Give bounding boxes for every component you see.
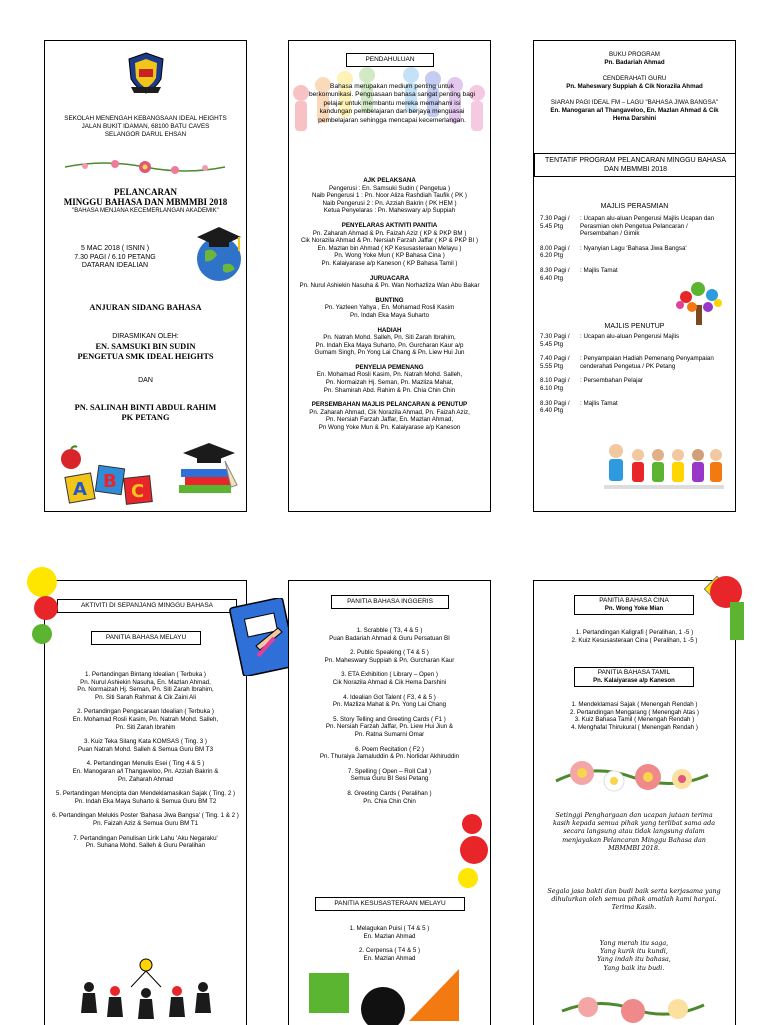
tamil-item: 1. Mendeklamasi Sajak ( Menengah Rendah ) — [571, 701, 698, 708]
penyelaras-line: Cik Norazila Ahmad & Pn. Nersiah Farzah Jaffar ( KP & PKP BI ) — [300, 237, 479, 245]
penyelaras-title: PENYELARAS AKTIVITI PANITIA — [341, 221, 438, 229]
ajk-title: AJK PELAKSANA — [363, 177, 416, 184]
activity-item: 6. Poem Recitation ( F2 ) Pn. Thuraiya Jamaluddin & Pn. Norlidar Akhiruddin — [319, 745, 460, 761]
activity-item: 6. Pertandingan Melukis Poster 'Bahasa Jiwa Bangsa' ( Ting. 1 & 2 ) Pn. Faizah Aziz & Semua Guru BM T1 — [52, 812, 239, 827]
tamil-panel — [574, 667, 694, 687]
tamil-item: 3. Kuiz Bahasa Tamil ( Menengah Rendah ) — [574, 716, 695, 724]
penyelaras-line: Pn. Zaharah Ahmad & Pn. Faizah Aziz ( KP & PKP BM ) — [312, 229, 467, 237]
chinese-coordinator: Pn. Wong Yoke Mian — [604, 606, 664, 612]
panel-bi-activities — [288, 580, 491, 1025]
tamil-item: 4. Menghafal Thirukural ( Menengah Rendah ) — [571, 723, 698, 731]
bm-subheader: PANITIA BAHASA MELAYU — [91, 631, 201, 645]
guest2-title: PK PETANG — [121, 413, 170, 422]
abc-blocks-icon — [57, 445, 157, 507]
event-title: MINGGU BAHASA DAN MBMMBI 2018 — [63, 197, 228, 207]
event-motto: "BAHASA MENJANA KECEMERLANGAN AKADEMIK" — [72, 208, 219, 214]
activity-item: 7. Pertandingan Penulisan Lirik Lahu 'Aku Negaraku' Pn. Suhana Mohd. Salleh & Guru Peralihan — [73, 834, 218, 850]
activity-item: 1. Scrabble ( T3, 4 & 5 ) Puan Badariah Ahmad & Guru Persatuan BI — [329, 627, 450, 642]
buku-title: BUKU PROGRAM — [609, 51, 660, 58]
schedule-row: 8.30 Pagi / 6.40 Ptg : Majlis Tamat — [540, 399, 618, 415]
pantun-line: Yang baik itu budi. — [603, 963, 665, 972]
pantun-line: Yang kurik itu kundi, — [600, 947, 668, 956]
penyelia-line: En. Mohamad Rosli Kasim, Pn. Natrah Mohd. Salleh, — [316, 371, 463, 379]
persembahan-title: PERSEMBAHAN MAJLIS PELANCARAN & PENUTUP — [311, 401, 468, 409]
activity-item: 2. Pertandingan Pengacaraan Idealian ( Terbuka ) En. Mohamad Rosli Kasim, Pn. Natrah Mohd. Salleh, Pn. Siti Zarah Ibrahim — [72, 708, 219, 731]
chinese-item: 1. Pertandingan Kaligrafi ( Peralihan, 1 -5 ) — [575, 629, 694, 636]
chinese-item: 2. Kuiz Kesusasteraan Cina ( Peralihan, 1 -5 ) — [571, 636, 698, 644]
activities-header: AKTIVITI DI SEPANJANG MINGGU BAHASA — [57, 599, 237, 613]
activity-item: 7. Spelling ( Open – Roll Call ) Semua Guru BI Sesi Petang — [347, 767, 432, 783]
buku-name: Pn. Badariah Ahmad — [604, 58, 665, 66]
penyelaras-line: Pn. Kalaiyarase a/p Kaneson ( KP Bahasa Tamil ) — [321, 259, 458, 267]
school-state: SELANGOR DARUL EHSAN — [104, 130, 187, 138]
ajk-line: Naib Pengerusi 1 : Pn. Noor Aliza Rashdiah Taufik ( PK ) — [312, 192, 467, 200]
intro-header: PENDAHULUAN — [346, 53, 434, 67]
activity-item: 3. ETA Exhibition ( Library – Open ) Cik Norazila Ahmad & Cik Hema Darshini — [332, 671, 447, 686]
guest1-name: EN. SAMSUKI BIN SUDIN — [95, 341, 196, 351]
panel-bm-activities — [44, 580, 247, 1025]
panel-other-languages — [533, 580, 736, 1025]
activity-item: 8. Greeting Cards ( Peralihan ) Pn. Chia Chin Chin — [347, 789, 432, 805]
activity-item: 3. Kuiz Teka Silang Kata KOMSAS ( Ting. 3 ) Puan Natrah Mohd. Salleh & Semua Guru BM T3 — [77, 738, 214, 753]
panel-cover — [44, 40, 247, 512]
juruacara-title: JURUACARA — [369, 274, 410, 282]
tamil-header: PANITIA BAHASA TAMIL — [597, 669, 671, 676]
schedule-row: 7.30 Pagi / 5.45 Ptg : Ucapan alu-aluan Pengerusi Majlis — [540, 333, 680, 348]
people-circle-icon — [71, 957, 221, 1021]
chinese-panel — [574, 595, 694, 615]
activity-item: 4. Idealian Got Talent ( F3, 4 & 5 ) Pn. Mazliza Mahat & Pn. Yong Lai Chang — [332, 693, 447, 709]
officiated-label: DIRASMIKAN OLEH: — [112, 333, 179, 340]
graduation-globe-icon — [187, 221, 247, 285]
siaran-title: SIARAN PAGI IDEAL FM – LAGU "BAHASA JIWA BANGSA" — [550, 99, 719, 107]
activity-item: 4. Pertandingan Menulis Esei ( Ting 4 & 5 ) En. Manogaran a/l Thangaveloo, Pn. Azziah Bakrin & Pn. Zaharah Ahmad — [72, 760, 219, 783]
cenderahati-names: Pn. Maheswary Suppiah & Cik Norazila Ahmad — [566, 82, 703, 90]
bunting-line: Pn. Yazleen Yahya , En. Mohamad Rosli Kasim — [324, 304, 455, 312]
penyelia-line: Pn. Shamirah Abd. Rahim & Pn. Chia Chin Chin — [323, 386, 456, 394]
hadiah-line: Gumam Singh, Pn Yong Lai Chang & Pn. Liew Hui Jun — [314, 349, 465, 357]
penyelia-line: Pn. Normaizah Hj. Seman, Pn. Mazliza Mahat, — [325, 379, 454, 387]
tamil-item: 2. Pertandingan Mengarang ( Menengah Atas ) — [570, 708, 699, 716]
event-venue: DATARAN IDEALIAN — [81, 262, 149, 270]
activity-item: 5. Story Telling and Greeting Cards ( F1 ) Pn. Nersiah Farzah Jaffar, Pn. Liew Hui Jiun & Pn. Ratna Sumarni Omar — [325, 715, 454, 738]
persembahan-line: Pn Wong Yoke Mun & Pn. Kalaiyarase a/p Kaneson — [318, 424, 461, 432]
schedule-row: 7.30 Pagi / 5.45 Ptg : Ucapan alu-aluan Pengerusi Majlis Ucapan dan Perasmian oleh Pengetua Pelancaran / Persembahan / Gimik — [540, 215, 715, 238]
schedule-row: 8.00 Pagi / 6.20 Ptg : Nyanyian Lagu 'Bahasa Jiwa Bangsa' — [540, 244, 687, 260]
guest1-title: PENGETUA SMK IDEAL HEIGHTS — [77, 351, 214, 361]
activity-item: 1. Pertandingan Bintang Idealian ( Terbuka ) Pn. Nurul Ashiekin Nasuha, En. Mazlan Ahmad, Pn. Normaizah Hj. Seman, Pn. Siti Zarah Ibrahim, Pn. Siti Sarah Rahmat & Cik Zaini Ali — [77, 671, 214, 701]
organizer: ANJURAN SIDANG BAHASA — [89, 303, 202, 312]
event-date: 5 MAC 2018 ( ISNIN ) — [80, 245, 150, 252]
svg-text:A: A — [73, 479, 87, 500]
perasmian-title: MAJLIS PERASMIAN — [600, 203, 669, 210]
activity-item: 5. Pertandingan Mencipta dan Mendeklamasikan Sajak ( Ting. 2 ) Pn. Indah Eka Maya Suharto & Semua Guru BM T2 — [55, 790, 236, 805]
panel-introduction — [288, 40, 491, 512]
chinese-header: PANITIA BAHASA CINA — [599, 597, 669, 604]
pantun-line: Yang indah itu bahasa, — [597, 955, 671, 964]
schedule-row: 7.40 Pagi / 5.55 Ptg : Penyampaian Hadiah Pemenang Penyampaian cenderahati Pengetua / PK Petang — [540, 355, 714, 370]
penutup-title: MAJLIS PENUTUP — [604, 323, 665, 330]
activity-item: 2. Public Speaking ( T4 & 5 ) Pn. Maheswary Suppiah & Pn. Gurcharan Kaur — [324, 649, 455, 664]
svg-text:B: B — [103, 471, 117, 492]
school-address: JALAN BUKIT IDAMAN, 68100 BATU CAVES — [81, 122, 210, 130]
thanks-paragraph: Setinggi Penghargaan dan ucapan jutaan terima kasih kepada semua pihak yang terlibat sama ada secara langsung atau tidak langsung dalam menjayakan Pelancaran Minggu Bahasa dan MBMMBI 2018. — [552, 811, 716, 852]
activity-item: 1. Melagukan Puisi ( T4 & 5 ) En. Mazlan Ahmad — [349, 925, 430, 940]
activity-item: 2. Cerpensa ( T4 & 5 ) En. Mazlan Ahmad — [358, 947, 421, 962]
school-crest-icon — [125, 51, 167, 95]
panel-program — [533, 40, 736, 512]
decorative-shapes-icon — [704, 566, 768, 646]
schedule-row: 8.30 Pagi / 6.40 Ptg : Majlis Tamat — [540, 266, 618, 282]
ajk-line: Naib Pengerusi 2 : Pn. Azziah Bakrin ( PK HEM ) — [322, 199, 457, 207]
decorative-circles-icon — [24, 564, 72, 644]
siaran-names: En. Manogaran a/l Thangaveloo, En. Mazlan Ahmad & Cik Hema Darshini — [550, 106, 719, 122]
decorative-dots-icon — [454, 812, 490, 892]
tentatif-header: TENTATIF PROGRAM PELANCARAN MINGGU BAHASA DAN MBMMBI 2018 — [534, 153, 736, 177]
shapes-icon — [309, 955, 459, 1025]
school-name: SEKOLAH MENENGAH KEBANGSAAN IDEAL HEIGHTS — [64, 115, 227, 122]
launch-title: PELANCARAN — [114, 187, 177, 197]
svg-text:C: C — [131, 481, 145, 502]
persembahan-line: Pn. Nersiah Farzah Jaffar, En. Mazlan Ahmad, — [325, 416, 454, 424]
flower-divider-icon — [55, 157, 235, 177]
bi-header: PANITIA BAHASA INGGERIS — [331, 595, 449, 609]
bunting-line: Pn. Indah Eka Maya Suharto — [349, 311, 430, 319]
ajk-line: Pengerusi : En. Samsuki Sudin ( Pengetua ) — [328, 184, 451, 192]
pantun-line: Yang merah itu saga, — [599, 939, 669, 947]
cenderahati-title: CENDERAHATI GURU — [602, 75, 667, 83]
and-label: DAN — [138, 377, 153, 384]
guest2-name: PN. SALINAH BINTI ABDUL RAHIM — [74, 403, 217, 412]
kesusasteraan-header: PANITIA KESUSASTERAAN MELAYU — [315, 897, 465, 911]
penyelaras-line: En. Mazlan bin Ahmad ( KP Kesusasteraan Melayu ) — [317, 244, 462, 252]
penyelia-title: PENYELIA PEMENANG — [355, 363, 424, 371]
thanks-paragraph-2: Segala jasa bakti dan budi baik serta kerjasama yang dihulurkan oleh semua pihak amatlah kami hargai. Terima Kasih. — [547, 887, 721, 912]
flowers-banner-icon — [552, 751, 712, 801]
intro-paragraph: Bahasa merupakan medium penting untuk berkomunikasi. Penguasaan bahasa sangat penting bagi pelajar untuk membantu mereka memahami isi kandungan pembelajaran dan berjaya menguasai pembelajaran sehingga mencapai kecemerlangan. — [308, 83, 476, 124]
kids-group-icon — [604, 441, 724, 505]
books-cap-icon — [175, 441, 241, 497]
penyelaras-line: Pn. Wong Yoke Mun ( KP Bahasa Cina ) — [334, 252, 445, 260]
tamil-coordinator: Pn. Kalaiyarase a/p Kaneson — [593, 678, 675, 684]
persembahan-line: Pn. Zaharah Ahmad, Cik Norazila Ahmad, Pn. Faizah Aziz, — [309, 408, 470, 416]
hadiah-line: Pn. Natrah Mohd. Salleh, Pn. Siti Zarah Ibrahim, — [323, 334, 456, 342]
tree-icon — [672, 277, 728, 327]
juruacara-line: Pn. Nurul Ashiekin Nasuha & Pn. Wan Norhazliza Wan Abu Bakar — [299, 282, 480, 290]
event-time: 7.30 PAGI / 6.10 PETANG — [74, 253, 156, 261]
flowers-bottom-icon — [558, 989, 708, 1023]
bunting-title: BUNTING — [375, 296, 404, 304]
hadiah-title: HADIAH — [377, 326, 402, 334]
hadiah-line: Pn. Indah Eka Maya Suharto, Pn. Gurcharan Kaur a/p — [315, 341, 464, 349]
ajk-line: Ketua Penyelaras : Pn. Maheswary a/p Suppiah — [323, 207, 456, 215]
schedule-row: 8.10 Pagi / 6.10 Ptg : Persembahan Pelajar — [540, 377, 643, 392]
